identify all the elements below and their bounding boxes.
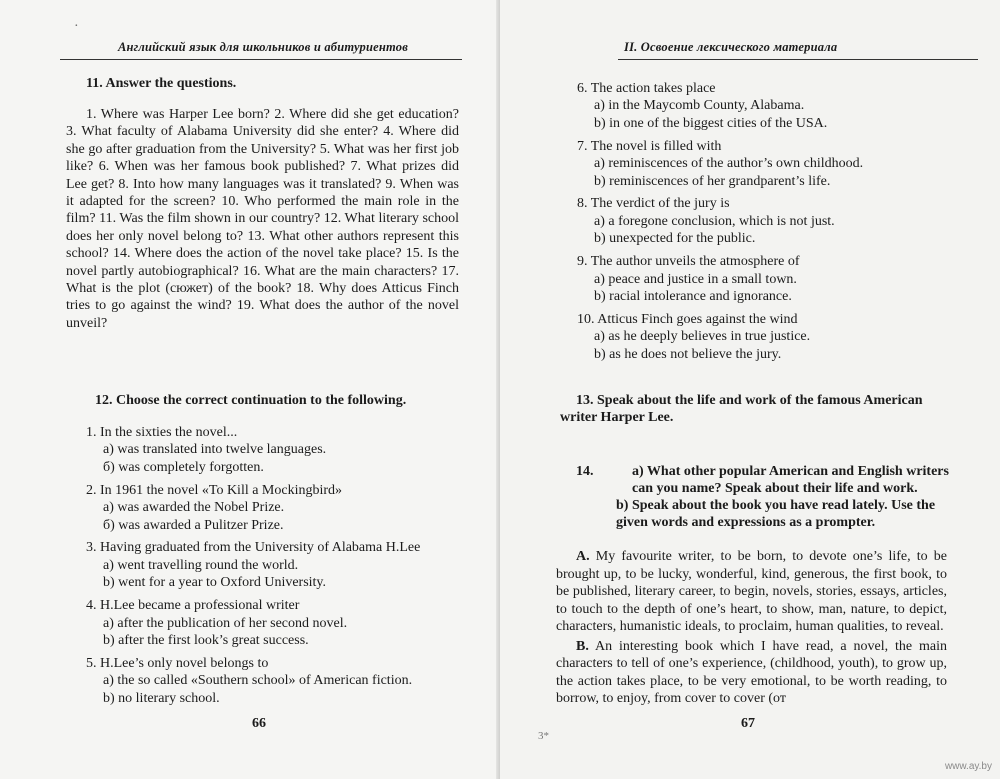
watermark: www.ay.by bbox=[944, 761, 992, 772]
choice-stem: 7. The novel is filled with bbox=[577, 138, 722, 154]
page-number-right: 67 bbox=[741, 716, 755, 731]
choice-item bbox=[86, 539, 478, 591]
signature-mark: 3* bbox=[538, 730, 549, 742]
paragraph-b-label: B. bbox=[576, 638, 589, 654]
paragraph-a-text: My favourite writer, to be born, to devote one’s life, to be brought up, to be lucky, wonderful, kind, generous, the first book, to be published, literary career, to begin, novels, stories, essays, articles, to touch to the depth of one’s heart, to show, man, nature, to depict, characters, humanistic ideals, to proclaim, human qualities, to reveal. bbox=[556, 549, 947, 634]
choice-option-b: b) in one of the biggest cities of the USA. bbox=[594, 115, 828, 131]
task-12-list-continued bbox=[577, 80, 957, 369]
choice-stem: 3. Having graduated from the University of Alabama H.Lee bbox=[86, 540, 421, 556]
running-head-right: II. Освоение лексического материала bbox=[624, 40, 838, 54]
choice-item bbox=[86, 655, 478, 707]
choice-option-a: а) went travelling round the world. bbox=[103, 557, 299, 573]
choice-option-b: b) reminiscences of her grandparent’s life. bbox=[594, 173, 831, 189]
choice-stem: 6. The action takes place bbox=[577, 81, 716, 96]
task-12-list bbox=[86, 424, 478, 713]
header-rule-right bbox=[618, 59, 978, 60]
task-14-number: 14. bbox=[576, 464, 594, 479]
choice-option-a: а) after the publication of her second novel. bbox=[103, 615, 348, 631]
page-number-left: 66 bbox=[252, 716, 266, 731]
choice-item bbox=[577, 80, 957, 132]
choice-item bbox=[577, 195, 957, 247]
choice-stem: 8. The verdict of the jury is bbox=[577, 196, 730, 212]
choice-option-a: a) as he deeply believes in true justice. bbox=[594, 329, 811, 345]
choice-option-a: a) a foregone conclusion, which is not just. bbox=[594, 213, 835, 229]
choice-option-b: b) no literary school. bbox=[103, 690, 220, 706]
paragraph-a bbox=[556, 548, 947, 636]
choice-stem: 2. In 1961 the novel «To Kill a Mockingbird» bbox=[86, 482, 343, 498]
task-14-b: b) Speak about the book you have read lately. Use the given words and expressions as a prompter. bbox=[616, 498, 936, 530]
choice-item bbox=[86, 482, 478, 534]
task-12-heading: 12. Choose the correct continuation to the following. bbox=[95, 393, 407, 408]
choice-option-a: а) the so called «Southern school» of American fiction. bbox=[103, 673, 413, 689]
choice-option-a: a) in the Maycomb County, Alabama. bbox=[594, 98, 805, 114]
choice-option-a: a) reminiscences of the author’s own childhood. bbox=[594, 156, 864, 172]
corner-mark: · bbox=[74, 19, 79, 34]
paragraph-a-label: A. bbox=[576, 549, 590, 564]
task-11-questions bbox=[66, 106, 459, 332]
choice-option-b: b) went for a year to Oxford University. bbox=[103, 575, 327, 591]
running-head-left: Английский язык для школьников и абитуриентов bbox=[118, 40, 409, 54]
choice-option-b: b) as he does not believe the jury. bbox=[594, 346, 782, 362]
choice-option-b: б) was completely forgotten. bbox=[103, 459, 264, 475]
task-13: 13. Speak about the life and work of the famous American writer Harper Lee. bbox=[560, 393, 923, 425]
questions-paragraph: 1. Where was Harper Lee born? 2. Where did she get education? 3. What faculty of Alabama University did she enter? 4. Where did she go after graduation from the University? 5. What was her first job like? 6. When was her famous book published? 7. What prizes did Lee get? 8. Into how many languages was it translated? 9. When was it adapted for the screen? 10. Who performed the main role in the film? 11. Was the film shown in our country? 12. What literary school does her only novel belong to? 13. What other authors represent this school? 14. Where does the action of the novel take place? 15. Is the novel partly autobiographical? 16. What are the main characters? 17. What is the plot (сюжет) of the book? 18. Why does Atticus Finch tries to go against the wind? 19. What does the author of the novel unveil? bbox=[66, 107, 459, 331]
choice-option-b: б) was awarded a Pulitzer Prize. bbox=[103, 517, 284, 533]
choice-stem: 1. In the sixties the novel... bbox=[86, 425, 238, 440]
choice-stem: 10. Atticus Finch goes against the wind bbox=[577, 311, 798, 327]
paragraph-b bbox=[556, 638, 947, 708]
choice-option-b: b) racial intolerance and ignorance. bbox=[594, 288, 792, 304]
choice-stem: 9. The author unveils the atmosphere of bbox=[577, 254, 800, 270]
choice-stem: 4. H.Lee became a professional writer bbox=[86, 598, 300, 614]
prompter-text bbox=[556, 548, 947, 710]
choice-option-a: a) peace and justice in a small town. bbox=[594, 271, 797, 287]
choice-item bbox=[577, 311, 957, 363]
paragraph-b-text: An interesting book which I have read, a novel, the main characters to tell of one’s experience, (childhood, youth), to grow up, the action takes place, to be very emotional, to be worth reading, to borrow, to enjoy, from cover to cover (от bbox=[556, 638, 947, 706]
choice-item bbox=[86, 424, 478, 476]
choice-option-b: b) after the first look’s great success. bbox=[103, 632, 309, 648]
choice-item bbox=[86, 597, 478, 649]
choice-item bbox=[577, 138, 957, 190]
task-14-a: a) What other popular American and English writers can you name? Speak about their life and work. bbox=[632, 464, 949, 496]
choice-item bbox=[577, 253, 957, 305]
header-rule-left bbox=[60, 59, 462, 60]
choice-option-b: b) unexpected for the public. bbox=[594, 231, 756, 247]
choice-stem: 5. H.Lee’s only novel belongs to bbox=[86, 655, 269, 671]
task-14 bbox=[560, 463, 950, 531]
choice-option-a: а) was awarded the Nobel Prize. bbox=[103, 500, 285, 516]
task-11-heading: 11. Answer the questions. bbox=[86, 76, 237, 91]
choice-option-a: а) was translated into twelve languages. bbox=[103, 442, 327, 458]
